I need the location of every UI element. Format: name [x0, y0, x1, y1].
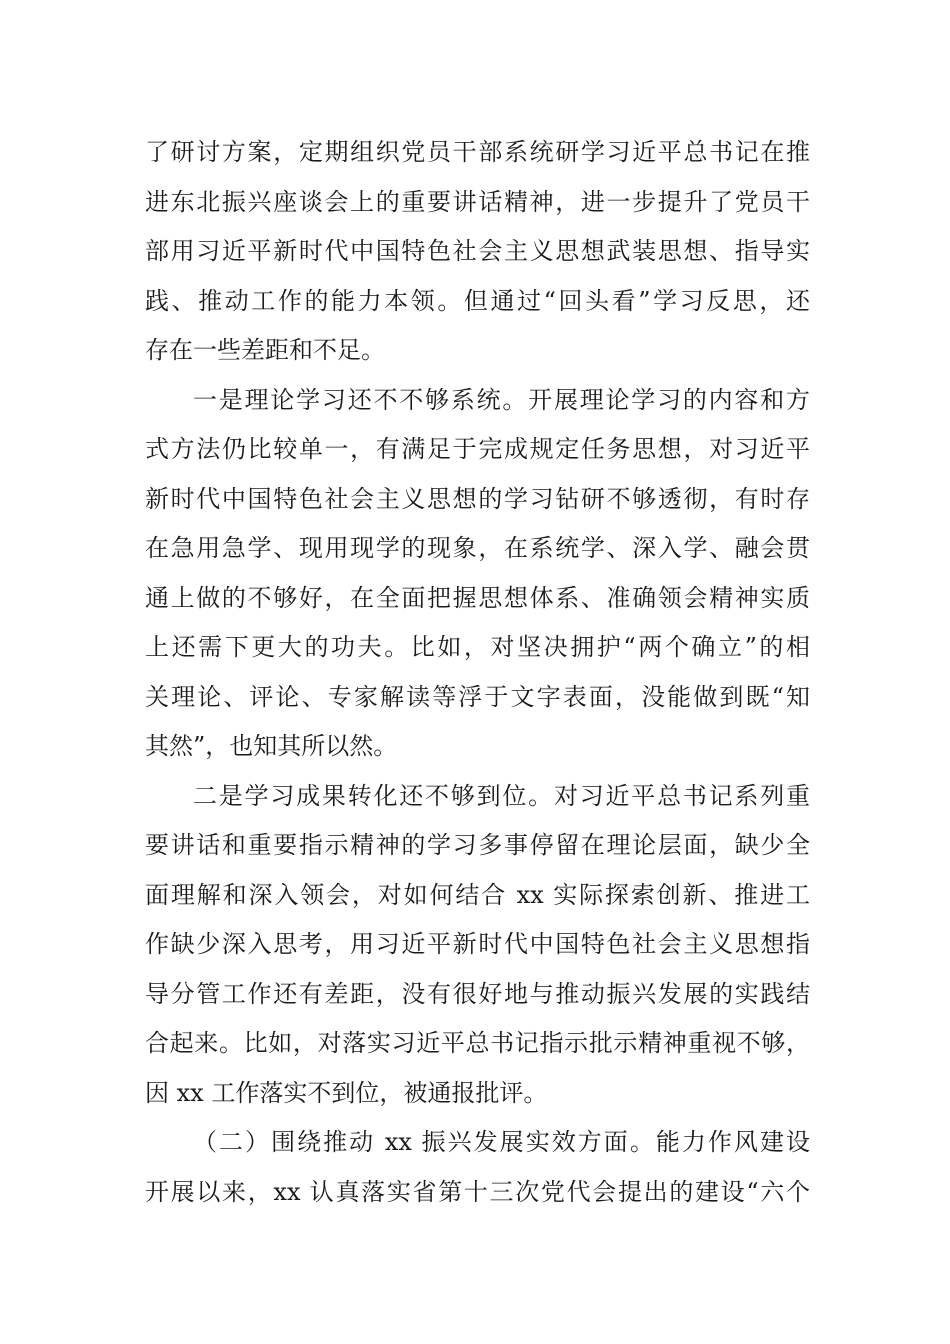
text-line: 在急用急学、现用现学的现象，在系统学、深入学、融会贯 [145, 534, 810, 562]
text-line: 关理论、评论、专家解读等浮于文字表面，没能做到既“知 [145, 682, 810, 711]
paragraph-first-line: （二）围绕推动 xx 振兴发展实效方面。能力作风建设 [193, 1128, 810, 1156]
paragraph-first-line: 二是学习成果转化还不够到位。对习近平总书记系列重 [193, 781, 810, 810]
text-line: 面理解和深入领会，对如何结合 xx 实际探索创新、推进工 [145, 880, 810, 909]
text-line: 上还需下更大的功夫。比如，对坚决拥护“两个确立”的相 [145, 633, 810, 661]
text-line: 合起来。比如，对落实习近平总书记指示批示精神重视不够， [145, 1029, 810, 1057]
text-line: 开展以来，xx 认真落实省第十三次党代会提出的建设“六个 [145, 1177, 810, 1206]
text-line: 要讲话和重要指示精神的学习多事停留在理论层面，缺少全 [145, 831, 810, 859]
text-line: 新时代中国特色社会主义思想的学习钻研不够透彻，有时存 [145, 484, 810, 513]
text-line: 其然”，也知其所以然。 [145, 732, 398, 760]
text-line: 了研讨方案，定期组织党员干部系统研学习近平总书记在推 [145, 138, 810, 166]
text-line: 导分管工作还有差距，没有很好地与推动振兴发展的实践结 [145, 979, 810, 1008]
text-line: 存在一些差距和不足。 [145, 336, 385, 364]
text-line: 式方法仍比较单一，有满足于完成规定任务思想，对习近平 [145, 435, 810, 463]
text-line: 通上做的不够好，在全面把握思想体系、准确领会精神实质 [145, 583, 810, 612]
paragraph-first-line: 一是理论学习还不不够系统。开展理论学习的内容和方 [193, 385, 810, 414]
text-line: 践、推动工作的能力本领。但通过“回头看”学习反思，还 [145, 286, 810, 315]
text-line: 因 xx 工作落实不到位，被通报批评。 [145, 1078, 548, 1107]
text-line: 部用习近平新时代中国特色社会主义思想武装思想、指导实 [145, 237, 810, 265]
text-line: 作缺少深入思考，用习近平新时代中国特色社会主义思想指 [145, 930, 810, 958]
document-body [145, 128, 810, 1217]
text-line: 进东北振兴座谈会上的重要讲话精神，进一步提升了党员干 [145, 187, 810, 216]
